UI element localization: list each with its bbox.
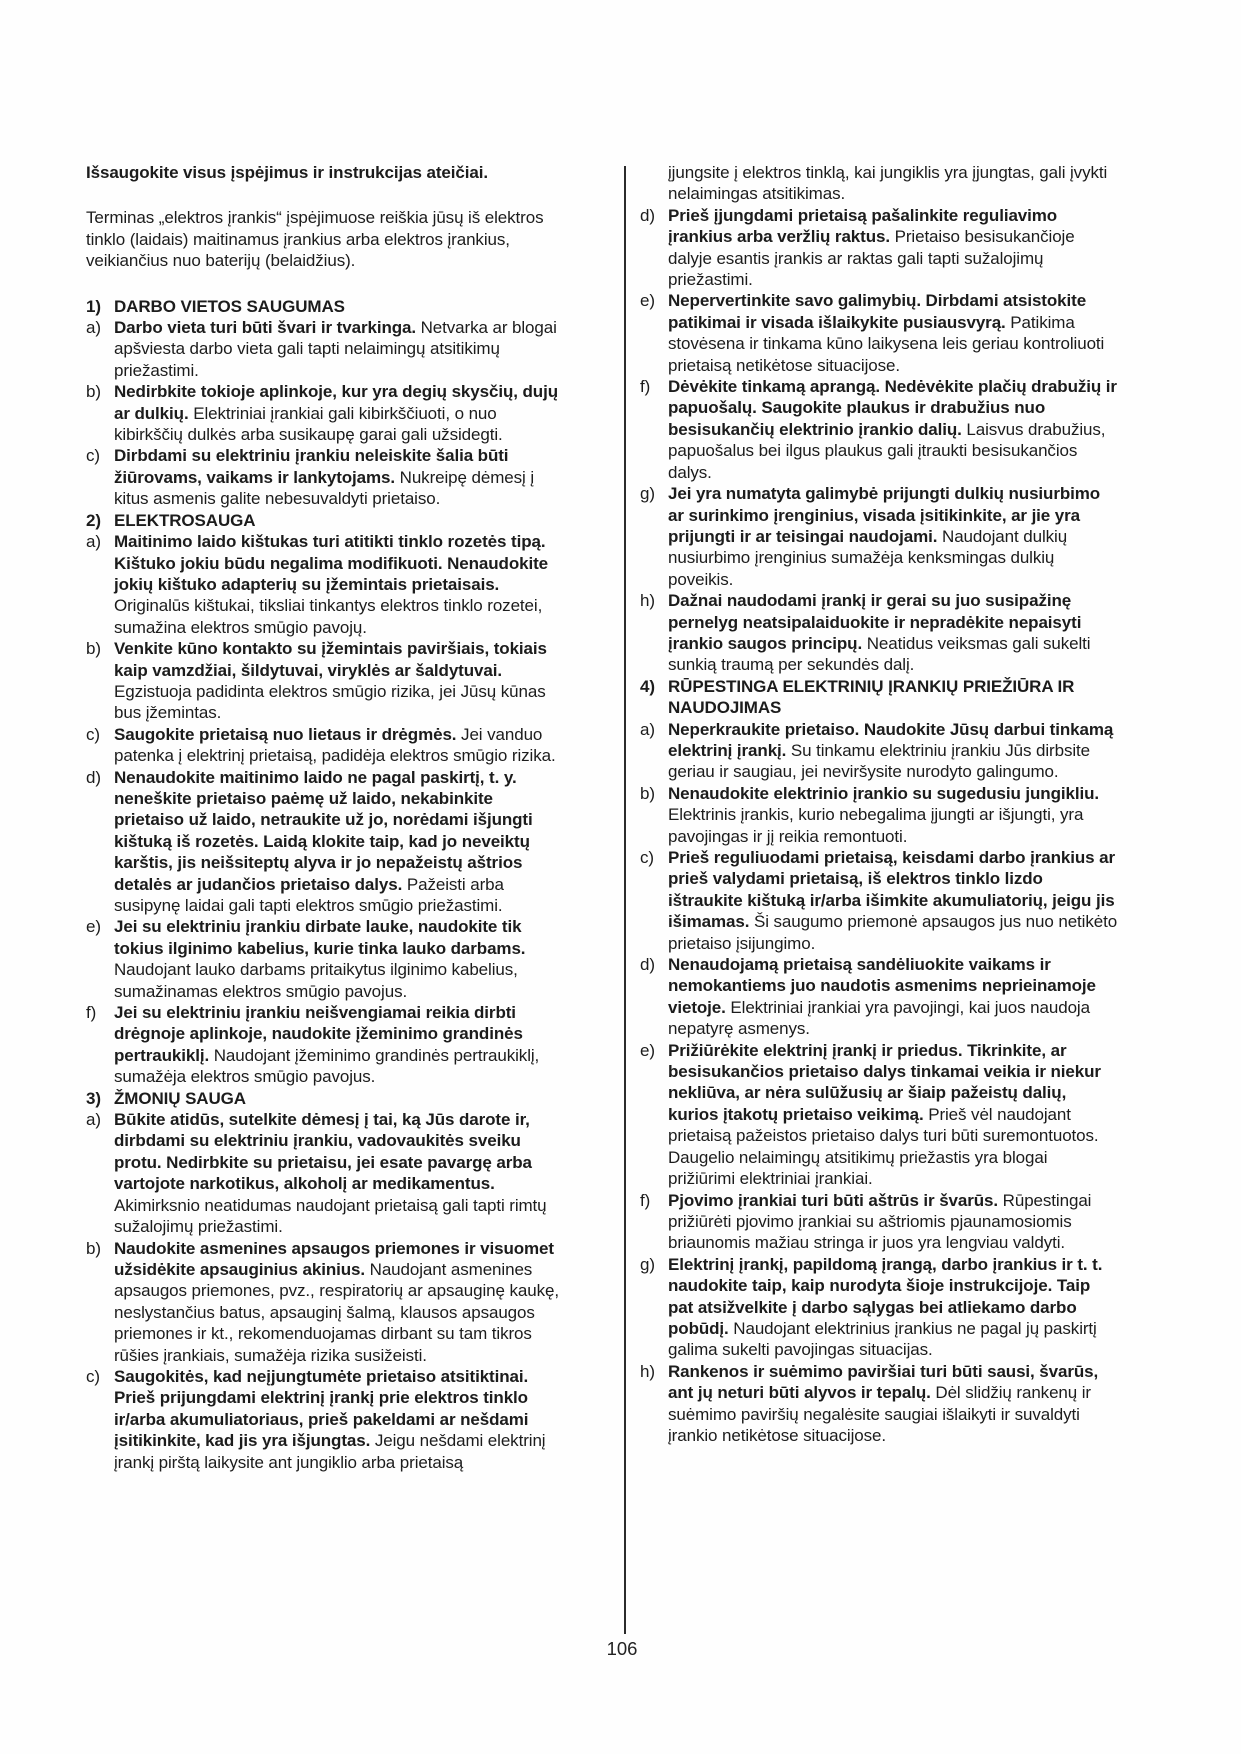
item-lead-bold: Nepervertinkite savo galimybių. Dirbdami atsistokite patikimai ir visada išlaikykite pusiausvyrą.	[668, 291, 1087, 332]
item-lead-bold: Prieš reguliuodami prietaisą, keisdami darbo įrankius ar prieš valydami prietaisą, iš elektros tinklo lizdo ištraukite kištuką ir/arba išimkite akumuliatorių, jeigu jis išimamas.	[668, 848, 1115, 932]
item-letter: a)	[640, 719, 655, 739]
list-item	[86, 1109, 564, 1237]
item-letter: f)	[640, 1190, 651, 1210]
paragraph-spacer	[86, 272, 564, 296]
item-text: Elektrinis įrankis, kurio nebegalima įjungti ar išjungti, yra pavojingas ir jį reikia remontuoti.	[668, 805, 1084, 846]
list-item	[86, 317, 564, 381]
item-letter: d)	[640, 205, 655, 225]
item-lead-bold: Prieš įjungdami prietaisą pašalinkite reguliavimo įrankius arba veržlių raktus.	[668, 205, 1058, 247]
item-lead-bold: Būkite atidūs, sutelkite dėmesį į tai, ką Jūs darote ir, dirbdami su elektriniu įrankiu, vadovaukitės sveiku protu. Nedirbkite su prietaisu, jei esate pavargę arba vartojote narkotikus, alkoholį ar medikamentus.	[114, 1110, 532, 1194]
item-text: Neatidus veiksmas gali sukelti sunkią traumą per sekundės dalį.	[668, 633, 1091, 675]
item-text: Naudojant lauko darbams pritaikytus ilginimo kabelius, sumažinamas elektros smūgio pavojus.	[114, 960, 518, 1001]
item-text: Jei vanduo patenka į elektrinį prietaisą, padidėja elektros smūgio rizika.	[114, 724, 556, 766]
item-lead-bold: Dėvėkite tinkamą aprangą. Nedėvėkite plačių drabužių ir papuošalų. Saugokite plaukus ir drabužius nuo besisukančių elektrinio įrankio dalių.	[668, 377, 1117, 439]
intro-paragraph: Terminas „elektros įrankis“ įspėjimuose reiškia jūsų iš elektros tinklo (laidais) maitinamus įrankius arba elektros įrankius, veikiančius nuo baterijų (belaidžius).	[86, 208, 544, 271]
item-lead-bold: Saugokitės, kad neįjungtumėte prietaiso atsitiktinai. Prieš prijungdami elektrinį įrankį prie elektros tinklo ir/arba akumuliatoriaus, prieš pakeldami ar nešdami įsitikinkite, kad jis yra išjungtas.	[114, 1366, 529, 1451]
item-lead-bold: Dirbdami su elektriniu įrankiu neleiskite šalia būti žiūrovams, vaikams ir lankytojams.	[114, 446, 509, 487]
section-number: 1)	[86, 296, 101, 316]
item-text: Rūpestingai prižiūrėti pjovimo įrankiai su aštriomis pjaunamosiomis briaunomis mažiau stringa ir juos yra lengviau valdyti.	[668, 1190, 1092, 1253]
list-item	[86, 1366, 564, 1473]
item-letter: a)	[86, 532, 101, 552]
item-letter: f)	[86, 1003, 97, 1023]
item-text: Naudojant elektrinius įrankius ne pagal jų paskirtį galima sukelti pavojingas situacijas.	[668, 1318, 1097, 1360]
list-item	[640, 590, 1118, 676]
list-item	[640, 1361, 1118, 1447]
continuation-item	[640, 162, 1118, 205]
item-letter: g)	[640, 484, 655, 504]
list-item	[640, 205, 1118, 291]
list-item	[640, 483, 1118, 590]
item-letter: a)	[86, 1110, 101, 1130]
item-text: Laisvus drabužius, papuošalus bei ilgus plaukus gali įtraukti besisukančios dalys.	[668, 419, 1106, 482]
column-divider	[624, 166, 626, 1634]
item-text: Dėl slidžių rankenų ir suėmimo paviršių negalėsite saugiai išlaikyti ir suvaldyti įrankio netikėtose situacijose.	[668, 1383, 1091, 1445]
item-text: Nukreipę dėmesį į kitus asmenis galite nebesuvaldyti prietaiso.	[114, 467, 535, 509]
item-text: Prietaiso besisukančioje dalyje esantis įrankis ar raktas gali tapti sužalojimų priežastimi.	[668, 227, 1075, 290]
item-letter: b)	[86, 639, 101, 659]
list-item	[86, 531, 564, 638]
item-letter: c)	[86, 446, 100, 466]
section-header	[86, 510, 564, 531]
list-item	[640, 290, 1118, 376]
section-title: RŪPESTINGA ELEKTRINIŲ ĮRANKIŲ PRIEŽIŪRA IR NAUDOJIMAS	[668, 676, 1075, 718]
item-lead-bold: Nenaudokite elektrinio įrankio su sugedusiu jungikliu.	[668, 783, 1100, 803]
item-text: Originalūs kištukai, tiksliai tinkantys elektros tinklo rozetei, sumažina elektros smūgio pavojų.	[114, 596, 543, 637]
item-letter: b)	[86, 382, 101, 402]
list-item	[640, 719, 1118, 783]
item-lead-bold: Neperkraukite prietaiso. Naudokite Jūsų darbui tinkamą elektrinį įrankį.	[668, 719, 1114, 760]
item-letter: c)	[86, 1366, 100, 1386]
item-lead-bold: Jei yra numatyta galimybė prijungti dulkių nusiurbimo ar surinkimo įrenginius, visada įsitikinkite, ar jie yra prijungti ir ar teisingai naudojami.	[668, 484, 1101, 546]
item-letter: e)	[640, 291, 655, 311]
list-item	[640, 376, 1118, 483]
item-text: Egzistuoja padidinta elektros smūgio rizika, jei Jūsų kūnas bus įžemintas.	[114, 681, 546, 723]
item-text: Su tinkamu elektriniu įrankiu Jūs dirbsite geriau ir saugiau, jei neviršysite nurodyto galingumo.	[668, 740, 1091, 782]
item-text: Prieš vėl naudojant prietaisą pažeistos prietaiso dalys turi būti suremontuotos. Daugelio nelaimingų atsitikimų priežastis yra blogai prižiūrimi elektriniai įrankiai.	[668, 1104, 1099, 1189]
list-item	[86, 916, 564, 1002]
item-letter: e)	[640, 1040, 655, 1060]
section-title: ŽMONIŲ SAUGA	[114, 1088, 246, 1108]
item-letter: b)	[640, 783, 655, 803]
item-text: Elektriniai įrankiai gali kibirkščiuoti, o nuo kibirkščių dulkės arba susikaupę garai gali užsidegti.	[114, 403, 503, 445]
list-item	[86, 767, 564, 917]
page-number: 106	[606, 1638, 638, 1659]
item-lead-bold: Darbo vieta turi būti švari ir tvarkinga.	[114, 318, 416, 338]
list-item	[640, 954, 1118, 1040]
item-letter: f)	[640, 377, 651, 397]
section-title: ELEKTROSAUGA	[114, 510, 256, 530]
list-item	[640, 1254, 1118, 1361]
list-item	[640, 847, 1118, 954]
item-lead-bold: Jei su elektriniu įrankiu dirbate lauke, naudokite tik tokius ilginimo kabelius, kurie tinka lauko darbams.	[114, 917, 526, 958]
item-text: Ši saugumo priemonė apsaugos jus nuo netikėto prietaiso įsijungimo.	[668, 912, 1118, 953]
section-header	[86, 1088, 564, 1109]
left-column	[86, 162, 564, 1473]
item-lead-bold: Maitinimo laido kištukas turi atitikti tinklo rozetės tipą. Kištuko jokiu būdu negalima modifikuoti. Nenaudokite jokių kištuko adapterių su įžemintais prietaisais.	[114, 532, 548, 594]
item-lead-bold: Dažnai naudodami įrankį ir gerai su juo susipažinę pernelyg neatsipalaiduokite ir nepradėkite nepaisyti įrankio saugos principų.	[668, 591, 1082, 653]
item-text: įjungsite į elektros tinklą, kai jungiklis yra įjungtas, gali įvykti nelaimingas atsitikimas.	[668, 163, 1108, 204]
item-text: Akimirksnio neatidumas naudojant prietaisą gali tapti rimtų sužalojimų priežastimi.	[114, 1195, 547, 1237]
right-column	[640, 162, 1118, 1446]
item-text: Netvarka ar blogai apšviesta darbo vieta gali tapti nelaimingų atsitikimų priežastimi.	[114, 318, 557, 380]
item-lead-bold: Nedirbkite tokioje aplinkoje, kur yra degių skysčių, dujų ar dulkių.	[114, 382, 558, 423]
list-item	[640, 1190, 1118, 1254]
section-number: 2)	[86, 510, 101, 530]
item-text: Pažeisti arba susipynę laidai gali tapti elektros smūgio priežastimi.	[114, 874, 504, 915]
item-lead-bold: Saugokite prietaisą nuo lietaus ir drėgmės.	[114, 724, 457, 744]
list-item	[86, 381, 564, 445]
item-text: Jeigu nešdami elektrinį įrankį pirštą laikysite ant jungiklio arba prietaisą	[114, 1431, 546, 1472]
item-letter: h)	[640, 591, 655, 611]
item-letter: d)	[640, 955, 655, 975]
section-header	[86, 296, 564, 317]
section-number: 3)	[86, 1088, 101, 1108]
intro-heading: Išsaugokite visus įspėjimus ir instrukcijas ateičiai.	[86, 163, 488, 182]
item-letter: a)	[86, 318, 101, 338]
item-letter: b)	[86, 1238, 101, 1258]
item-lead-bold: Elektrinį įrankį, papildomą įrangą, darbo įrankius ir t. t. naudokite taip, kaip nurodyta šioje instrukcijoje. Taip pat atsižvelkite į darbo sąlygas bei atliekamo darbo pobūdį.	[668, 1254, 1103, 1338]
item-text: Naudojant asmenines apsaugos priemones, pvz., respiratorių ar apsauginę kaukę, neslystančius batus, apsauginį šalmą, klausos apsaugos priemones ir kt., rekomenduojamas dirbant su tam tikros rūšies įrankiais, sumažėja rizika susižeisti.	[114, 1259, 559, 1365]
list-item	[86, 724, 564, 767]
item-letter: c)	[640, 848, 654, 867]
list-item	[86, 445, 564, 509]
list-item	[86, 638, 564, 724]
item-lead-bold: Nenaudojamą prietaisą sandėliuokite vaikams ir nemokantiems juo naudotis asmenims neprieinamoje vietoje.	[668, 955, 1096, 1017]
item-lead-bold: Nenaudokite maitinimo laido ne pagal paskirtį, t. y. neneškite prietaiso paėmę už laido, nekabinkite prietaiso už laido, netraukite už jo, norėdami išjungti kištuką iš rozetės. Laidą klokite taip, kad jo neveiktų karštis, jis neišsiteptų alyva ir jo nepažeistų aštrios detalės ar judančios prietaiso dalys.	[114, 767, 533, 894]
item-lead-bold: Jei su elektriniu įrankiu neišvengiamai reikia dirbti drėgnoje aplinkoje, naudokite įžeminimo grandinės pertraukiklį.	[114, 1003, 523, 1065]
item-letter: d)	[86, 767, 101, 787]
item-letter: c)	[86, 724, 100, 744]
item-letter: g)	[640, 1254, 655, 1274]
item-text: Naudojant įžeminimo grandinės pertraukiklį, sumažėja elektros smūgio pavojus.	[114, 1045, 540, 1087]
item-lead-bold: Naudokite asmenines apsaugos priemones ir visuomet užsidėkite apsauginius akinius.	[114, 1238, 554, 1279]
list-item	[86, 1238, 564, 1366]
paragraph-spacer	[86, 183, 564, 207]
item-letter: e)	[86, 917, 101, 937]
item-lead-bold: Pjovimo įrankiai turi būti aštrūs ir švarūs.	[668, 1190, 999, 1210]
item-lead-bold: Venkite kūno kontakto su įžemintais paviršiais, tokiais kaip vamzdžiai, šildytuvai, viryklės ar šaldytuvai.	[114, 639, 547, 680]
item-text: Naudojant dulkių nusiurbimo įrenginius sumažėja kenksmingas dulkių poveikis.	[668, 526, 1068, 589]
item-lead-bold: Prižiūrėkite elektrinį įrankį ir priedus. Tikrinkite, ar besisukančios prietaiso dalys tinkamai veikia ir niekur nekliūva, ar nėra sulūžusių ar šiaip pažeistų dalių, kurios įtakotų prietaiso veikimą.	[668, 1040, 1101, 1124]
item-text: Elektriniai įrankiai yra pavojingi, kai juos naudoja nepatyrę asmenys.	[668, 997, 1090, 1039]
section-title: DARBO VIETOS SAUGUMAS	[114, 296, 345, 316]
list-item	[640, 1040, 1118, 1190]
list-item	[640, 783, 1118, 847]
item-letter: h)	[640, 1361, 655, 1381]
item-lead-bold: Rankenos ir suėmimo paviršiai turi būti sausi, švarūs, ant jų neturi būti alyvos ir tepalų.	[668, 1361, 1099, 1403]
list-item	[86, 1002, 564, 1088]
item-text: Patikima stovėsena ir tinkama kūno laikysena leis geriau kontroliuoti prietaisą netikėtose situacijose.	[668, 312, 1105, 375]
section-header	[640, 676, 1118, 719]
section-number: 4)	[640, 676, 655, 696]
